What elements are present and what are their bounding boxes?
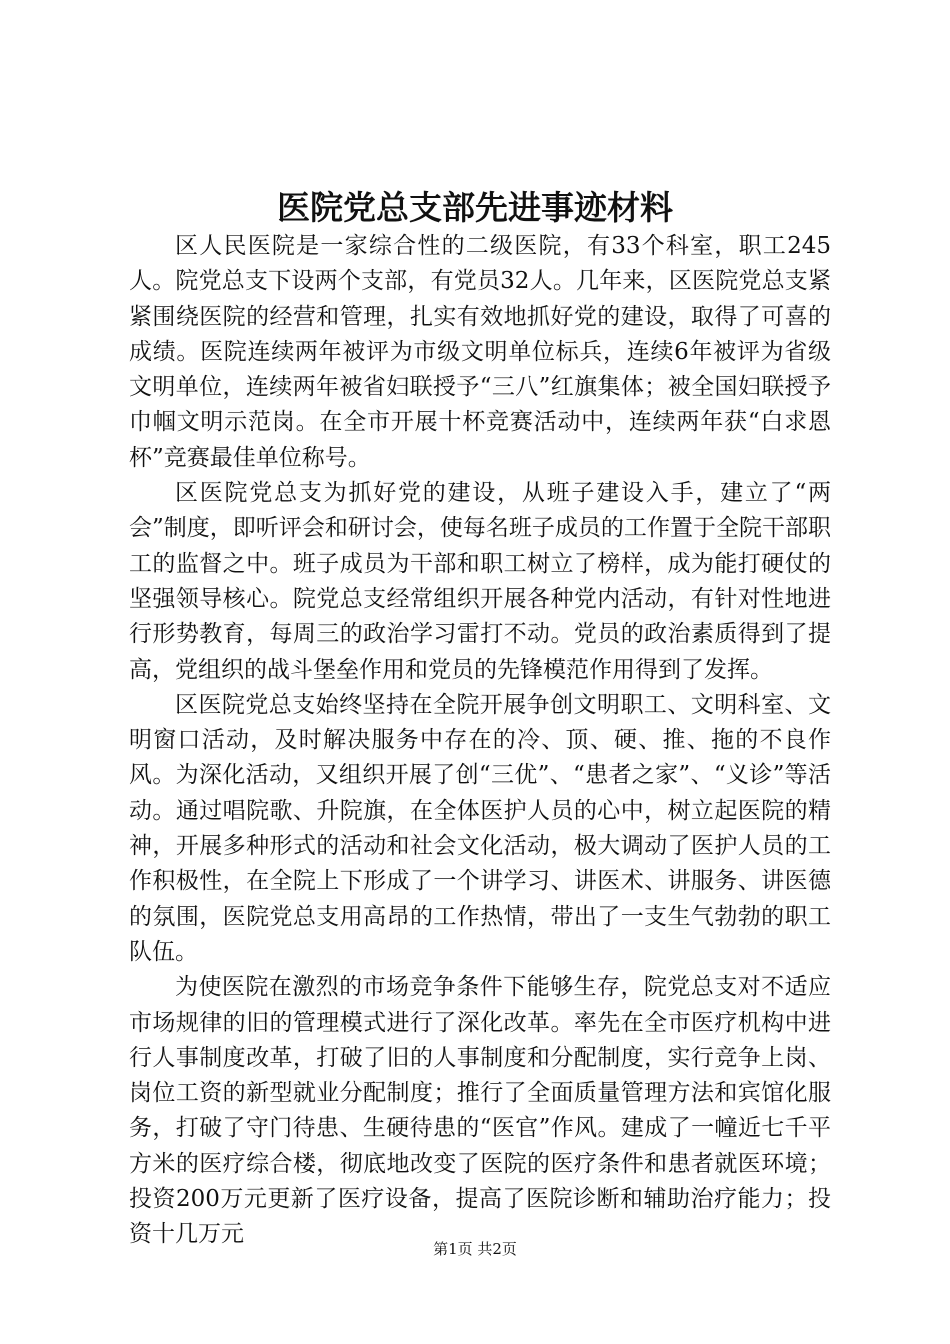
paragraph: 为使医院在激烈的市场竞争条件下能够生存，院党总支对不适应市场规律的旧的管理模式进行了深化改革。率先在全市医疗机构中进行人事制度改革，打破了旧的人事制度和分配制度，实行竞争上岗、岗位工资的新型就业分配制度；推行了全面质量管理方法和宾馆化服务，打破了守门待患、生硬待患的“医官”作风。建成了一幢近七千平方米的医疗综合楼，彻底地改变了医院的医疗条件和患者就医环境；投资200万元更新了医疗设备，提高了医院诊断和辅助治疗能力；投资十几万元: [129, 974, 831, 1248]
page-footer: 第1页 共2页: [433, 1240, 517, 1258]
paragraph: 区医院党总支为抓好党的建设，从班子建设入手，建立了“两会”制度，即听评会和研讨会，使每名班子成员的工作置于全院干部职工的监督之中。班子成员为干部和职工树立了榜样，成为能打硬仗的坚强领导核心。院党总支经常组织开展各种党内活动，有针对性地进行形势教育，每周三的政治学习雷打不动。党员的政治素质得到了提高，党组织的战斗堡垒作用和党员的先锋模范作用得到了发挥。: [129, 480, 831, 683]
document-body: [129, 229, 831, 1253]
document-title: 医院党总支部先进事迹材料: [277, 188, 673, 227]
paragraph: 区医院党总支始终坚持在全院开展争创文明职工、文明科室、文明窗口活动，及时解决服务中存在的冷、顶、硬、推、拖的不良作风。为深化活动，又组织开展了创“三优”、“患者之家”、“义诊”等活动。通过唱院歌、升院旗，在全体医护人员的心中，树立起医院的精神，开展多种形式的活动和社会文化活动，极大调动了医护人员的工作积极性，在全院上下形成了一个讲学习、讲医术、讲服务、讲医德的氛围，医院党总支用高昂的工作热情，带出了一支生气勃勃的职工队伍。: [129, 691, 831, 965]
paragraph: 区人民医院是一家综合性的二级医院，有33个科室，职工245人。院党总支下设两个支部，有党员32人。几年来，区医院党总支紧紧围绕医院的经营和管理，扎实有效地抓好党的建设，取得了可喜的成绩。医院连续两年被评为市级文明单位标兵，连续6年被评为省级文明单位，连续两年被省妇联授予“三八”红旗集体；被全国妇联授予巾帼文明示范岗。在全市开展十杯竞赛活动中，连续两年获“白求恩杯”竞赛最佳单位称号。: [129, 233, 831, 471]
